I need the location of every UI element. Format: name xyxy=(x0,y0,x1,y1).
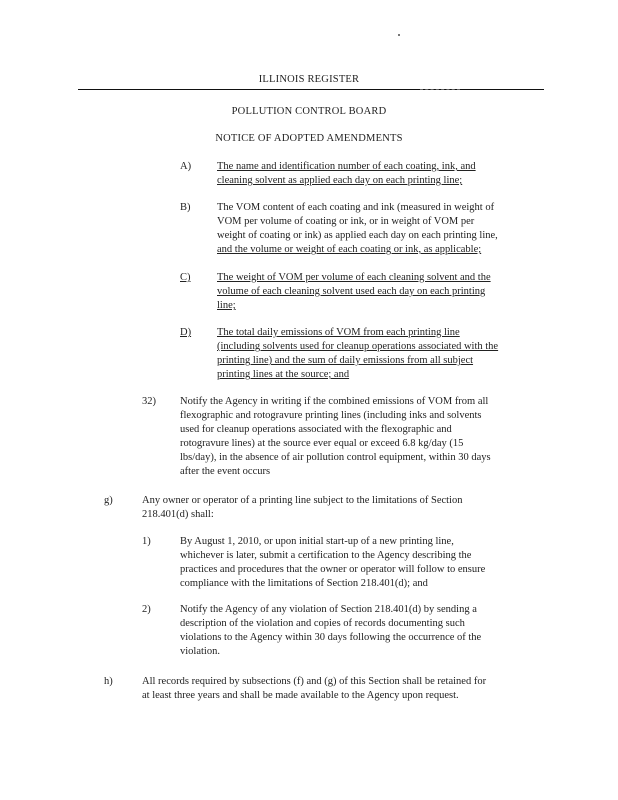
item-h-label: h) xyxy=(104,676,113,687)
item-b-text xyxy=(217,201,498,257)
item-g-label: g) xyxy=(104,495,113,506)
item-c-line: volume of each cleaning solvent used each day on each printing xyxy=(217,286,486,297)
item-b-label: B) xyxy=(180,202,191,213)
item-h-line: at least three years and shall be made available to the Agency upon request. xyxy=(142,690,459,701)
item-g2-line: Notify the Agency of any violation of Section 218.401(d) by sending a xyxy=(180,604,477,615)
item-g2-line: description of the violation and copies of records documenting such xyxy=(180,618,465,629)
item-c-label: C) xyxy=(180,272,191,283)
item-a-text xyxy=(217,160,476,188)
item-32-line: flexographic and rotogravure printing lines (including inks and solvents xyxy=(180,410,482,421)
item-h-line: All records required by subsections (f) and (g) of this Section shall be retained for xyxy=(142,676,487,687)
header-rule-dash xyxy=(420,89,460,90)
item-h-text xyxy=(142,675,486,703)
item-c-text xyxy=(217,271,491,313)
item-d-label: D) xyxy=(180,327,192,338)
item-g2-label: 2) xyxy=(142,604,151,615)
item-g2-line: violation. xyxy=(180,646,220,657)
scan-speck xyxy=(398,34,400,36)
item-b-line: VOM per volume of coating or ink, or in weight of VOM per xyxy=(217,216,475,227)
item-c-line: line; xyxy=(217,300,236,311)
item-g-text xyxy=(142,494,462,522)
item-d-line: printing lines at the source; and xyxy=(217,369,350,380)
item-32-text xyxy=(180,395,491,479)
item-g2-line: violations to the Agency within 30 days following the occurrence of the xyxy=(180,632,482,643)
item-b-line: and the volume or weight of each coating or ink, as applicable; xyxy=(217,244,482,255)
item-a-line: The name and identification number of each coating, ink, and xyxy=(217,161,476,172)
item-g2-text xyxy=(180,603,481,659)
item-a-line: cleaning solvent as applied each day on each printing line; xyxy=(217,175,463,186)
item-32-line: Notify the Agency in writing if the combined emissions of VOM from all xyxy=(180,396,489,407)
item-g1-line: whichever is later, submit a certification to the Agency describing the xyxy=(180,550,472,561)
register-title: ILLINOIS REGISTER xyxy=(258,74,360,85)
item-g-line: 218.401(d) shall: xyxy=(142,509,214,520)
item-b-line: The VOM content of each coating and ink (measured in weight of xyxy=(217,202,495,213)
item-g1-line: By August 1, 2010, or upon initial start-up of a new printing line, xyxy=(180,536,454,547)
item-d-line: printing line) and the sum of daily emissions from all subject xyxy=(217,355,474,366)
item-32-line: used for cleanup operations associated with the flexographic and xyxy=(180,424,452,435)
item-32-line: rotogravure lines) at the source ever equal or exceed 6.8 kg/day (15 xyxy=(180,438,464,449)
item-d-line: The total daily emissions of VOM from each printing line xyxy=(217,327,460,338)
item-g1-line: practices and procedures that the owner or operator will follow to ensure xyxy=(180,564,486,575)
item-b-line: weight of coating or ink) as applied each day on each printing line, xyxy=(217,230,498,241)
header-rule xyxy=(78,89,544,90)
item-32-line: after the event occurs xyxy=(180,466,271,477)
item-32-label: 32) xyxy=(142,396,156,407)
item-g-line: Any owner or operator of a printing line subject to the limitations of Section xyxy=(142,495,463,506)
item-a-label: A) xyxy=(180,161,192,172)
item-g1-line: compliance with the limitations of Section 218.401(d); and xyxy=(180,578,428,589)
item-32-line: lbs/day), in the absence of air pollution control equipment, within 30 days xyxy=(180,452,491,463)
board-title: POLLUTION CONTROL BOARD xyxy=(231,106,387,117)
item-c-line: The weight of VOM per volume of each cleaning solvent and the xyxy=(217,272,491,283)
item-g1-label: 1) xyxy=(142,536,151,547)
item-d-text xyxy=(217,326,498,382)
item-d-line: (including solvents used for cleanup operations associated with the xyxy=(217,341,499,352)
item-g1-text xyxy=(180,535,485,591)
notice-title: NOTICE OF ADOPTED AMENDMENTS xyxy=(215,133,403,144)
